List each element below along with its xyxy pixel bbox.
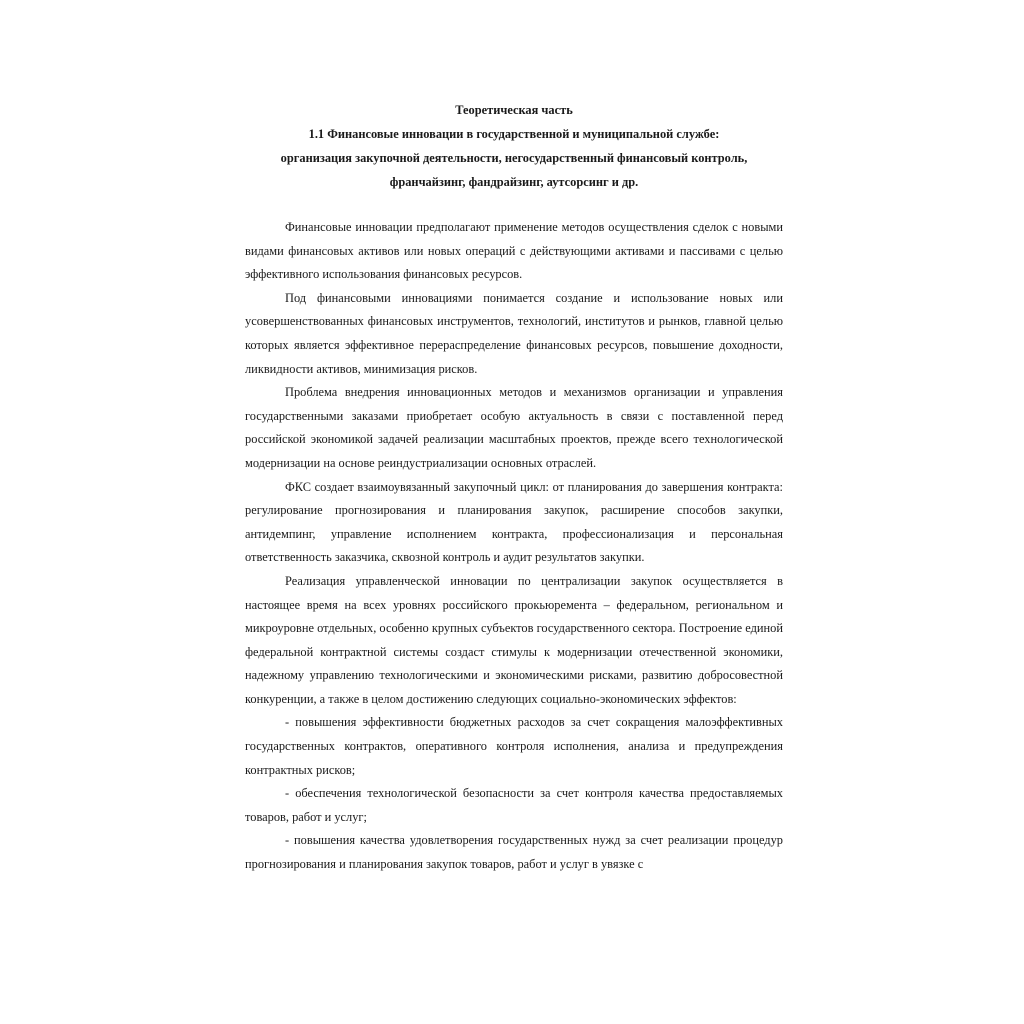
- document-body: [245, 216, 783, 877]
- section-label: Теоретическая часть: [455, 103, 573, 117]
- section-title-line-2: организация закупочной деятельности, негосударственный финансовый контроль,: [280, 151, 748, 165]
- list-item: - обеспечения технологической безопасности за счет контроля качества предоставляемых товаров, работ и услуг;: [245, 786, 783, 824]
- paragraph: Проблема внедрения инновационных методов и механизмов организации и управления государственными заказами приобретает особую актуальность в связи с поставленной перед российской экономикой задачей реализации масштабных проектов, прежде всего технологической модернизации на основе реиндустриализации основных отраслей.: [245, 385, 783, 470]
- document-heading: [245, 98, 783, 194]
- list-item: - повышения качества удовлетворения государственных нужд за счет реализации процедур прогнозирования и планирования закупок товаров, работ и услуг в увязке с: [245, 833, 783, 872]
- list-item: - повышения эффективности бюджетных расходов за счет сокращения малоэффективных государственных контрактов, оперативного контроля исполнения, анализа и предупреждения контрактных рисков;: [245, 715, 783, 777]
- paragraph: Финансовые инновации предполагают применение методов осуществления сделок с новыми видами финансовых активов или новых операций с действующими активами и пассивами с целью эффективного использования финансовых ресурсов.: [245, 220, 783, 282]
- section-title-line-3: франчайзинг, фандрайзинг, аутсорсинг и др.: [389, 175, 639, 189]
- section-title-line-1: 1.1 Финансовые инновации в государственной и муниципальной службе:: [308, 127, 720, 141]
- paragraph: Реализация управленческой инновации по централизации закупок осуществляется в настоящее время на всех уровнях российского прокьюремента – федеральном, региональном и микроуровне отдельных, особенно крупных субъектов государственного сектора. Построение единой федеральной контрактной системы создаст стимулы к модернизации отечественной экономики, надежному управлению технологическими и экономическими рисками, развитию добросовестной конкуренции, а также в целом достижению следующих социально-экономических эффектов:: [245, 573, 783, 706]
- paragraph: Под финансовыми инновациями понимается создание и использование новых или усовершенствованных финансовых инструментов, технологий, институтов и рынков, главной целью которых является эффективное перераспределение финансовых ресурсов, повышение доходности, ликвидности активов, минимизация рисков.: [245, 290, 783, 376]
- paragraph: ФКС создает взаимоувязанный закупочный цикл: от планирования до завершения контракта: регулирование прогнозирования и планирования закупок, расширение способов закупки, антидемпинг, управление исполнением контракта, профессионализация и персональная ответственность заказчика, сквозной контроль и аудит результатов закупки.: [245, 479, 783, 565]
